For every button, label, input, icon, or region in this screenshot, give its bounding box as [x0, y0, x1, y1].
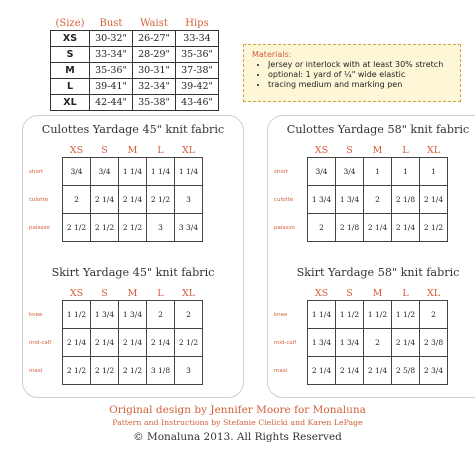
- row-label: mid-calf: [274, 339, 297, 346]
- waist-cell: 35-38": [133, 95, 176, 111]
- yardage-cell: 2 1/2: [119, 214, 147, 242]
- yardage-cell: 2: [364, 186, 392, 214]
- yardage-cell: 2 1/2: [147, 186, 175, 214]
- table-row: [51, 63, 219, 79]
- list-item: • Jersey or interlock with at least 30% stretch: [268, 60, 452, 70]
- bust-cell: 30-32": [90, 31, 133, 47]
- yardage-cell: 1: [364, 158, 392, 186]
- size-header: L: [157, 144, 164, 156]
- yardage-cell: 2: [147, 301, 175, 329]
- bust-cell: 42-44": [90, 95, 133, 111]
- table-row: [29, 329, 203, 357]
- size-header: L: [402, 287, 409, 299]
- yardage-cell: 3: [175, 357, 203, 385]
- table-row: [274, 357, 448, 385]
- table-row: [51, 79, 219, 95]
- size-header: S: [346, 144, 353, 156]
- size-header: XS: [314, 144, 329, 156]
- row-label: palazzo: [274, 224, 295, 231]
- waist-cell: 26-27": [133, 31, 176, 47]
- yardage-cell: 2 1/4: [147, 329, 175, 357]
- table-row: [29, 214, 203, 242]
- yardage-cell: 2: [175, 301, 203, 329]
- yardage-cell: 2: [63, 186, 91, 214]
- culottes-45-title: Culottes Yardage 45" knit fabric: [41, 123, 225, 136]
- table-row: [274, 329, 448, 357]
- table-row: [29, 357, 203, 385]
- culottes-58-title: Culottes Yardage 58" knit fabric: [286, 123, 470, 136]
- materials-list: [252, 60, 452, 90]
- size-header: M: [127, 287, 138, 299]
- size-header: XL: [426, 287, 441, 299]
- yardage-cell: 2 1/2: [119, 357, 147, 385]
- yardage-cell: 2 1/4: [420, 186, 448, 214]
- yardage-cell: 1 1/2: [392, 301, 420, 329]
- yardage-cell: 3 3/4: [175, 214, 203, 242]
- size-header: M: [372, 287, 383, 299]
- size-header: S: [101, 287, 108, 299]
- row-label: maxi: [29, 367, 43, 374]
- yardage-cell: 2 1/8: [336, 214, 364, 242]
- yardage-cell: 2: [308, 214, 336, 242]
- yardage-cell: 3: [147, 214, 175, 242]
- yardage-cell: 2 3/8: [420, 329, 448, 357]
- size-cell: L: [51, 79, 90, 95]
- yardage-cell: 2 1/2: [91, 357, 119, 385]
- hips-cell: 39-42": [176, 79, 219, 95]
- yardage-cell: 2: [364, 329, 392, 357]
- yardage-cell: 2 1/4: [63, 329, 91, 357]
- table-row: [51, 31, 219, 47]
- yardage-cell: 1 1/4: [119, 158, 147, 186]
- size-header: M: [127, 144, 138, 156]
- yardage-cell: 2 3/4: [420, 357, 448, 385]
- skirt-58-table: [274, 286, 448, 385]
- skirt-45-table: [29, 286, 203, 385]
- yardage-cell: 1: [392, 158, 420, 186]
- yardage-cell: 2 1/4: [119, 186, 147, 214]
- size-cell: S: [51, 47, 90, 63]
- skirt-45-section: [23, 266, 243, 375]
- yardage-cell: 2 1/8: [392, 186, 420, 214]
- yardage-cell: 1 3/4: [308, 329, 336, 357]
- table-row: [51, 47, 219, 63]
- skirt-58-title: Skirt Yardage 58" knit fabric: [296, 266, 460, 279]
- culottes-45-section: [23, 123, 243, 232]
- bust-cell: 39-41": [90, 79, 133, 95]
- hips-header: Hips: [185, 17, 209, 29]
- size-header: XS: [69, 287, 84, 299]
- size-header: XS: [69, 144, 84, 156]
- culottes-45-table: [29, 143, 203, 242]
- size-header: (Size): [55, 17, 85, 29]
- table-row: [274, 214, 448, 242]
- row-label: knee: [274, 311, 288, 318]
- yardage-cell: 2: [420, 301, 448, 329]
- yardage-cell: 2 1/4: [308, 357, 336, 385]
- size-header: M: [372, 144, 383, 156]
- materials-note: [243, 44, 461, 102]
- yardage-cell: 1 1/2: [364, 301, 392, 329]
- copyright-notice: © Monaluna 2013. All Rights Reserved: [133, 431, 342, 443]
- yardage-cell: 1 3/4: [119, 301, 147, 329]
- yardage-cell: 3: [175, 186, 203, 214]
- yardage-cell: 2 1/4: [392, 214, 420, 242]
- table-row: [274, 158, 448, 186]
- yardage-cell: 1 1/4: [308, 301, 336, 329]
- size-header: S: [101, 144, 108, 156]
- materials-title: Materials:: [252, 50, 292, 59]
- row-label: maxi: [274, 367, 288, 374]
- yardage-cell: 3/4: [308, 158, 336, 186]
- yardage-cell: 1: [420, 158, 448, 186]
- yardage-cell: 1 1/4: [175, 158, 203, 186]
- table-row: [274, 186, 448, 214]
- size-header: XL: [181, 144, 196, 156]
- table-row: [29, 301, 203, 329]
- yardage-cell: 1 3/4: [308, 186, 336, 214]
- yardage-cell: 3/4: [91, 158, 119, 186]
- skirt-58-section: [268, 266, 475, 375]
- yardage-cell: 1 1/2: [63, 301, 91, 329]
- culottes-58-section: [268, 123, 475, 232]
- list-item: • tracing medium and marking pen: [268, 80, 452, 90]
- yardage-cell: 2 1/2: [91, 214, 119, 242]
- yardage-cell: 2 1/4: [364, 357, 392, 385]
- yardage-cell: 1 3/4: [336, 186, 364, 214]
- size-header: XS: [314, 287, 329, 299]
- size-cell: XS: [51, 31, 90, 47]
- yardage-cell: 1 1/2: [336, 301, 364, 329]
- row-label: knee: [29, 311, 43, 318]
- yardage-cell: 2 1/4: [336, 357, 364, 385]
- hips-cell: 35-36": [176, 47, 219, 63]
- yardage-card-45: [22, 115, 244, 398]
- row-label: short: [274, 168, 289, 175]
- size-cell: M: [51, 63, 90, 79]
- yardage-cell: 2 1/2: [175, 329, 203, 357]
- yardage-cell: 1 3/4: [336, 329, 364, 357]
- table-row: [51, 95, 219, 111]
- list-item: • optional: 1 yard of ¼" wide elastic: [268, 70, 452, 80]
- size-header: XL: [181, 287, 196, 299]
- hips-cell: 33-34: [176, 31, 219, 47]
- row-label: culotte: [29, 196, 49, 203]
- size-header: XL: [426, 144, 441, 156]
- size-cell: XL: [51, 95, 90, 111]
- row-label: culotte: [274, 196, 294, 203]
- yardage-cell: 2 1/4: [364, 214, 392, 242]
- waist-cell: 30-31": [133, 63, 176, 79]
- row-label: palazzo: [29, 224, 50, 231]
- waist-header: Waist: [140, 17, 168, 29]
- yardage-cell: 3/4: [63, 158, 91, 186]
- hips-cell: 37-38": [176, 63, 219, 79]
- yardage-cell: 2 1/4: [119, 329, 147, 357]
- bust-cell: 33-34": [90, 47, 133, 63]
- row-label: short: [29, 168, 44, 175]
- waist-cell: 28-29": [133, 47, 176, 63]
- yardage-cell: 2 1/2: [63, 357, 91, 385]
- yardage-cell: 3 1/8: [147, 357, 175, 385]
- table-row: [29, 158, 203, 186]
- row-label: mid-calf: [29, 339, 52, 346]
- yardage-cell: 2 1/4: [91, 329, 119, 357]
- yardage-cell: 2 1/4: [91, 186, 119, 214]
- skirt-45-title: Skirt Yardage 45" knit fabric: [51, 266, 215, 279]
- yardage-cell: 2 1/2: [63, 214, 91, 242]
- yardage-cell: 2 5/8: [392, 357, 420, 385]
- yardage-cell: 2 1/4: [392, 329, 420, 357]
- hips-cell: 43-46": [176, 95, 219, 111]
- yardage-card-58: [267, 115, 475, 398]
- yardage-cell: 2 1/2: [420, 214, 448, 242]
- culottes-58-table: [274, 143, 448, 242]
- design-credit: Original design by Jennifer Moore for Monaluna: [109, 404, 366, 416]
- yardage-cell: 1 3/4: [91, 301, 119, 329]
- instructions-credit: Pattern and Instructions by Stefanie Cielicki and Karen LePage: [112, 418, 363, 427]
- size-header: L: [402, 144, 409, 156]
- waist-cell: 32-34": [133, 79, 176, 95]
- table-row: [29, 186, 203, 214]
- size-chart-table: [50, 16, 219, 111]
- yardage-cell: 3/4: [336, 158, 364, 186]
- size-header: L: [157, 287, 164, 299]
- table-row: [274, 301, 448, 329]
- size-header: S: [346, 287, 353, 299]
- bust-header: Bust: [99, 17, 123, 29]
- yardage-cell: 1 1/4: [147, 158, 175, 186]
- bust-cell: 35-36": [90, 63, 133, 79]
